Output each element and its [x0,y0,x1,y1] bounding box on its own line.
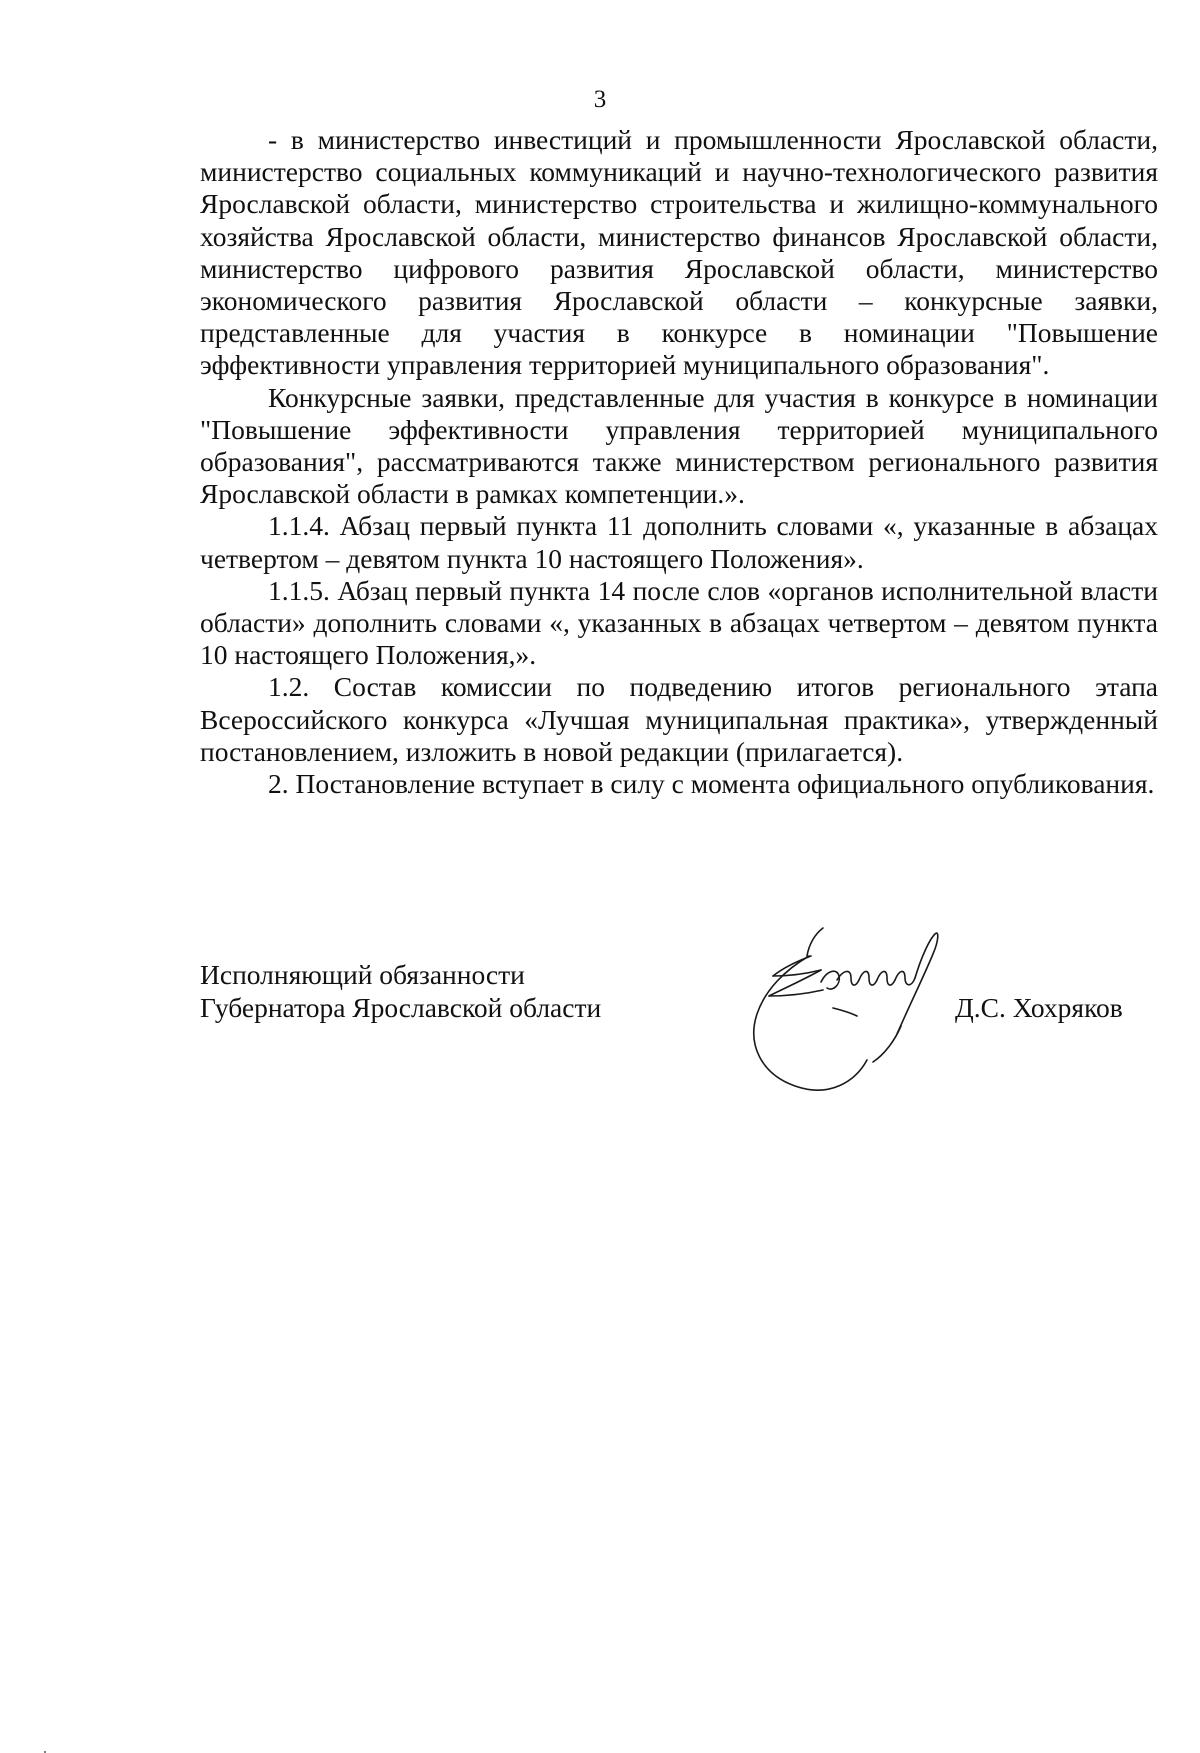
page-number: 3 [593,86,607,113]
signatory-position-line2: Губернатора Ярославской области [200,992,602,1023]
paragraph-clause-1-1-4: 1.1.4. Абзац первый пункта 11 дополнить словами «, указанные в абзацах четвертом – девятом пункта 10 настоящего Положения». [200,510,1158,574]
paragraph-clause-2: 2. Постановление вступает в силу с момента официального опубликования. [268,768,1155,800]
signatory-position-line1: Исполняющий обязанности [200,959,525,990]
paragraph-clause-1-2: 1.2. Состав комиссии по подведению итогов регионального этапа Всероссийского конкурса «Лучшая муниципальная практика», утвержденный постановлением, изложить в новой редакции (прилагается). [200,671,1158,767]
paragraph-clause-1-1-5: 1.1.5. Абзац первый пункта 14 после слов «органов исполнительной власти области» дополнить словами «, указанных в абзацах четвертом – девятом пункта 10 настоящего Положения,». [200,574,1158,671]
signatory-position [200,958,601,1024]
signatory-name: Д.С. Хохряков [955,992,1123,1023]
paragraph-applications-review: Конкурсные заявки, представленные для участия в конкурсе в номинации "Повышение эффективности управления территорией муниципального образования", рассматриваются также министерством регионального развития Ярославской области в рамках компетенции.». [200,381,1158,510]
handwritten-signature [725,910,965,1110]
paragraph-ministries-list: - в министерство инвестиций и промышленности Ярославской области, министерство социальных коммуникаций и научно-технологического развития Ярославской области, министерство строительства и жилищно-коммунального хозяйства Ярославской области, министерство финансов Ярославской области, министерство цифрового развития Ярославской области, министерство экономического развития Ярославской области – конкурсные заявки, представленные для участия в конкурсе в номинации "Повышение эффективности управления территорией муниципального образования". [200,124,1158,381]
document-body [200,124,1158,800]
